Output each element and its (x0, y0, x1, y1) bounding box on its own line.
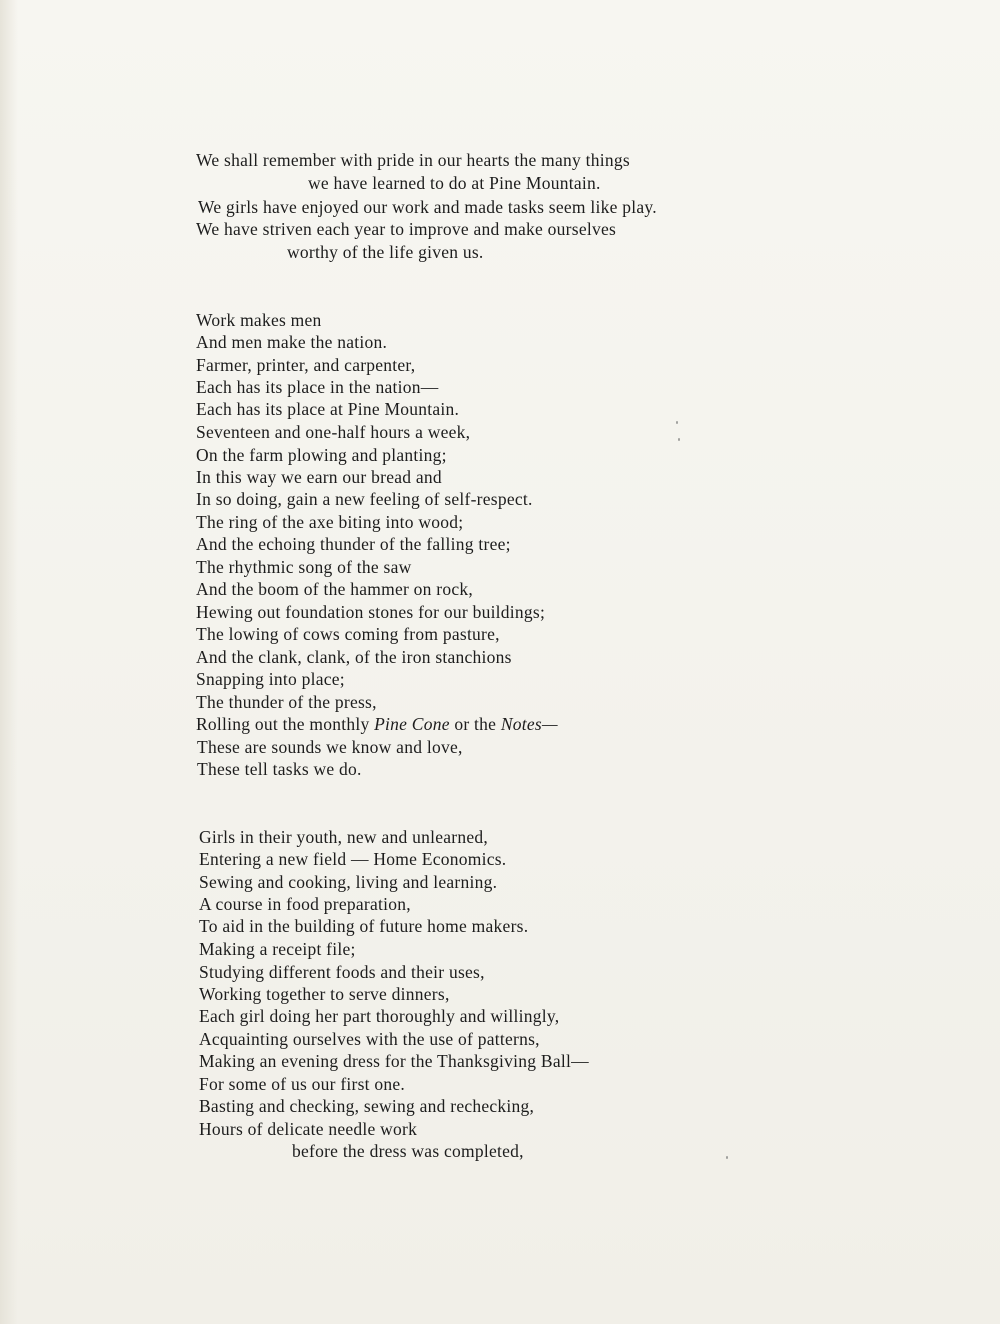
poem-line: Snapping into place; (196, 669, 345, 689)
poem-line: And men make the nation. (196, 332, 388, 352)
poem-line: On the farm plowing and planting; (196, 445, 447, 465)
poem-line: To aid in the building of future home makers. (199, 916, 529, 936)
poem-line: In this way we earn our bread and (196, 467, 442, 487)
poem-line: And the clank, clank, of the iron stanchions (196, 647, 512, 667)
poem-line: The rhythmic song of the saw (196, 557, 412, 577)
poem-line: Work makes men (196, 310, 322, 330)
poem-line: We girls have enjoyed our work and made tasks seem like play. (198, 197, 657, 217)
poem-line: The ring of the axe biting into wood; (196, 512, 464, 532)
poem-line: In so doing, gain a new feeling of self-respect. (196, 489, 533, 509)
poem-line: Basting and checking, sewing and rechecking, (199, 1096, 535, 1116)
poem-line: Hours of delicate needle work (199, 1119, 418, 1139)
poem-line: Each has its place at Pine Mountain. (196, 399, 460, 419)
poem-line: Making an evening dress for the Thanksgiving Ball— (199, 1051, 589, 1071)
poem-line: Acquainting ourselves with the use of patterns, (199, 1029, 540, 1049)
poem-line: A course in food preparation, (199, 894, 411, 914)
poem-line: Each has its place in the nation— (196, 377, 439, 397)
publication-title-notes: Notes— (500, 714, 558, 734)
poem-line: Sewing and cooking, living and learning. (199, 872, 498, 892)
poem-line: Working together to serve dinners, (199, 984, 450, 1004)
poem-line-fragment: Rolling out the monthly (196, 714, 370, 734)
poem-line: And the boom of the hammer on rock, (196, 579, 474, 599)
poem-line: Girls in their youth, new and unlearned, (199, 827, 488, 847)
poem-line: We shall remember with pride in our hearts the many things (196, 150, 630, 170)
poem-line-mixed (196, 713, 558, 735)
poem-line: we have learned to do at Pine Mountain. (308, 173, 601, 193)
publication-title-pine-cone: Pine Cone (374, 714, 450, 734)
poem-line: And the echoing thunder of the falling tree; (196, 534, 511, 554)
paper-speck (726, 1156, 728, 1159)
poem-line: These are sounds we know and love, (197, 737, 463, 757)
poem-line: The lowing of cows coming from pasture, (196, 624, 500, 644)
poem-line: The thunder of the press, (196, 692, 377, 712)
poem-line: worthy of the life given us. (287, 242, 484, 262)
poem-line: Farmer, printer, and carpenter, (196, 355, 416, 375)
paper-speck (676, 421, 678, 424)
poem-line: Entering a new field — Home Economics. (199, 849, 507, 869)
poem-line: We have striven each year to improve and make ourselves (196, 219, 617, 239)
poem-line: Hewing out foundation stones for our buildings; (196, 602, 546, 622)
poem-line: These tell tasks we do. (197, 759, 362, 779)
poem-line: Seventeen and one-half hours a week, (196, 422, 471, 442)
poem-line: before the dress was completed, (292, 1141, 524, 1161)
poem-line-fragment: or the (454, 714, 497, 734)
poem-line: Each girl doing her part thoroughly and willingly, (199, 1006, 560, 1026)
poem-line: Studying different foods and their uses, (199, 962, 485, 982)
paper-speck (678, 438, 680, 441)
poem-line: Making a receipt file; (199, 939, 356, 959)
poem-line: For some of us our first one. (199, 1074, 406, 1094)
